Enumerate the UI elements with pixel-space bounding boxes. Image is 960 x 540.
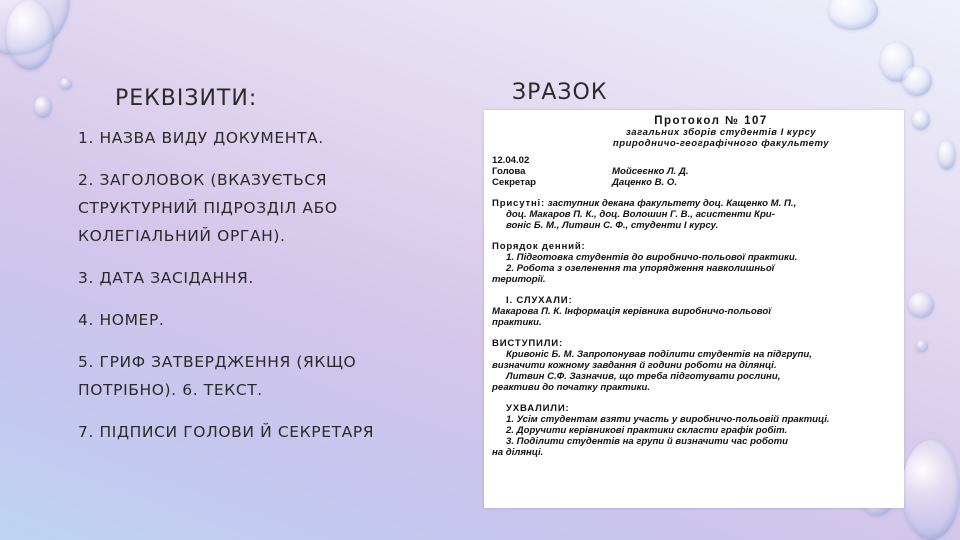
list-item: 3. ДАТА ЗАСІДАННЯ. [78,269,254,287]
list-item: 7. ПІДПИСИ ГОЛОВИ Й СЕКРЕТАРЯ [78,423,375,441]
requisites-title: РЕКВІЗИТИ: [115,86,258,111]
protocol-chair: Голова Мойсеєнко Л. Д. [492,166,689,177]
sample-protocol-image [484,110,904,508]
bubble-decoration [828,0,878,30]
protocol-spoke: ВИСТУПИЛИ: Кривоніс Б. М. Запропонував поділити студентів на підгрупи, визначити кожному завдання й години роботи на ділянці. Литвин С.Ф. Зазначив, що треба підготувати рослини, реактиви до початку практики. [492,338,812,393]
bubble-decoration [912,110,930,130]
bubble-decoration [34,96,52,118]
bubble-decoration [916,340,928,352]
protocol-agenda: Порядок денний: 1. Підготовка студентів до виробничо-польової практики. 2. Робота з озеленення та упорядження навколишньої території. [492,241,798,285]
bubble-decoration [938,140,956,170]
bubble-decoration [902,66,932,96]
protocol-secretary: Секретар Даценко В. О. [492,177,678,188]
bubble-decoration [6,0,54,70]
protocol-title: Протокол № 107 [654,115,768,127]
list-item: 4. НОМЕР. [78,311,165,329]
protocol-subtitle: загальних зборів студентів І курсу [625,127,817,138]
protocol-heard: І. СЛУХАЛИ: Макарова П. К. Інформація керівника виробничо-польової практики. [492,295,771,328]
protocol-date: 12.04.02 [492,155,530,166]
protocol-subtitle: природничо-географічного факультету [612,138,830,149]
protocol-present: Присутні: заступник декана факультету доц. Кащенко М. П., доц. Макаров П. К., доц. Волошин Г. В., асистенти Кри- воніс Б. М., Литвин С. Ф., студенти І курсу. [492,198,797,231]
requisites-list [78,124,438,460]
bubble-decoration [902,440,960,540]
protocol-resolved: УХВАЛИЛИ: 1. Усім студентам взяти участь у виробничо-польовій практиці. 2. Доручити керівникові практики скласти графік робіт. 3. Поділити студентів на групи й визначити час роботи на ділянці. [492,403,830,458]
list-item: 2. ЗАГОЛОВОК (ВКАЗУЄТЬСЯ СТРУКТУРНИЙ ПІДРОЗДІЛ АБО КОЛЕГІАЛЬНИЙ ОРГАН). [78,171,338,245]
sample-title: ЗРАЗОК [512,80,608,105]
bubble-decoration [908,292,934,318]
bubble-decoration [60,78,72,90]
list-item: 1. НАЗВА ВИДУ ДОКУМЕНТА. [78,129,324,147]
list-item: 5. ГРИФ ЗАТВЕРДЖЕННЯ (ЯКЩО ПОТРІБНО). 6. ТЕКСТ. [78,353,357,399]
